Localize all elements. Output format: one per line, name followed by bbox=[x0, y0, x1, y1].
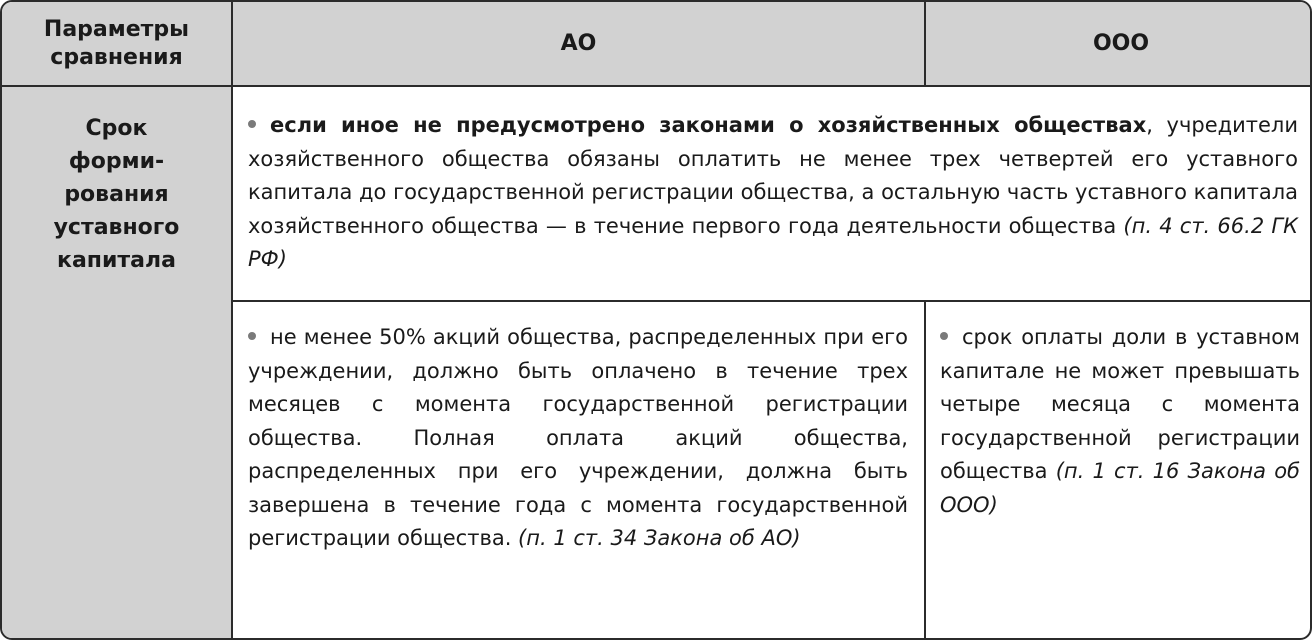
shared-ref: (п. 4 ст. 66.2 ГК РФ) bbox=[248, 213, 1298, 271]
header-ao bbox=[233, 2, 924, 85]
row-label-line: капитала bbox=[57, 248, 176, 273]
ao-ref: (п. 1 ст. 34 Закона об АО) bbox=[518, 526, 801, 550]
header-col-divider bbox=[924, 2, 926, 85]
body-col-divider bbox=[924, 300, 926, 640]
header-divider bbox=[2, 85, 1312, 87]
row-label-line: форми- bbox=[68, 149, 165, 174]
bullet-icon bbox=[248, 120, 256, 128]
header-params bbox=[2, 2, 231, 85]
header-params-line1: Параметры bbox=[43, 16, 190, 42]
label-divider bbox=[231, 2, 233, 640]
row-label bbox=[2, 87, 231, 640]
ooo-text: срок оплаты доли в уставном капитале не может превышать четыре месяца с момента государственной регистрации общества bbox=[940, 325, 1300, 483]
ao-cell bbox=[248, 321, 908, 621]
shared-bold: если иное не предусмотрено законами о хозяйственных обществах bbox=[270, 113, 1147, 137]
shared-text: , учредители хозяйственного общества обязаны оплатить не менее трех четвертей его уставного капитала до государственной регистрации общества, а остальную часть уставного капитала хозяйственного общества — в течение первого года деятельности общества bbox=[248, 113, 1299, 238]
ao-text: не менее 50% акций общества, распределенных при его учреждении, должно быть оплачено в течение трех месяцев с момента государственной регистрации общества. Полная оплата акций общества, распределенных при его учреждении, должна быть завершена в течение года с момента государственной регистрации общества. bbox=[248, 325, 908, 550]
bullet-icon bbox=[248, 332, 256, 340]
shared-cell bbox=[248, 109, 1298, 299]
row-label-line: рования bbox=[64, 182, 169, 207]
row-label-line: уставного bbox=[53, 215, 180, 240]
header-params-line2: сравнения bbox=[50, 44, 183, 70]
row-divider bbox=[231, 300, 1312, 302]
bullet-icon bbox=[940, 332, 948, 340]
row-label-line: Срок bbox=[85, 116, 148, 141]
header-ooo bbox=[926, 2, 1312, 85]
ooo-ref: (п. 1 ст. 16 Закона об ООО) bbox=[940, 459, 1300, 517]
ooo-cell bbox=[940, 321, 1300, 621]
header-ooo-label: ООО bbox=[1092, 30, 1150, 56]
header-ao-label: АО bbox=[560, 30, 597, 56]
